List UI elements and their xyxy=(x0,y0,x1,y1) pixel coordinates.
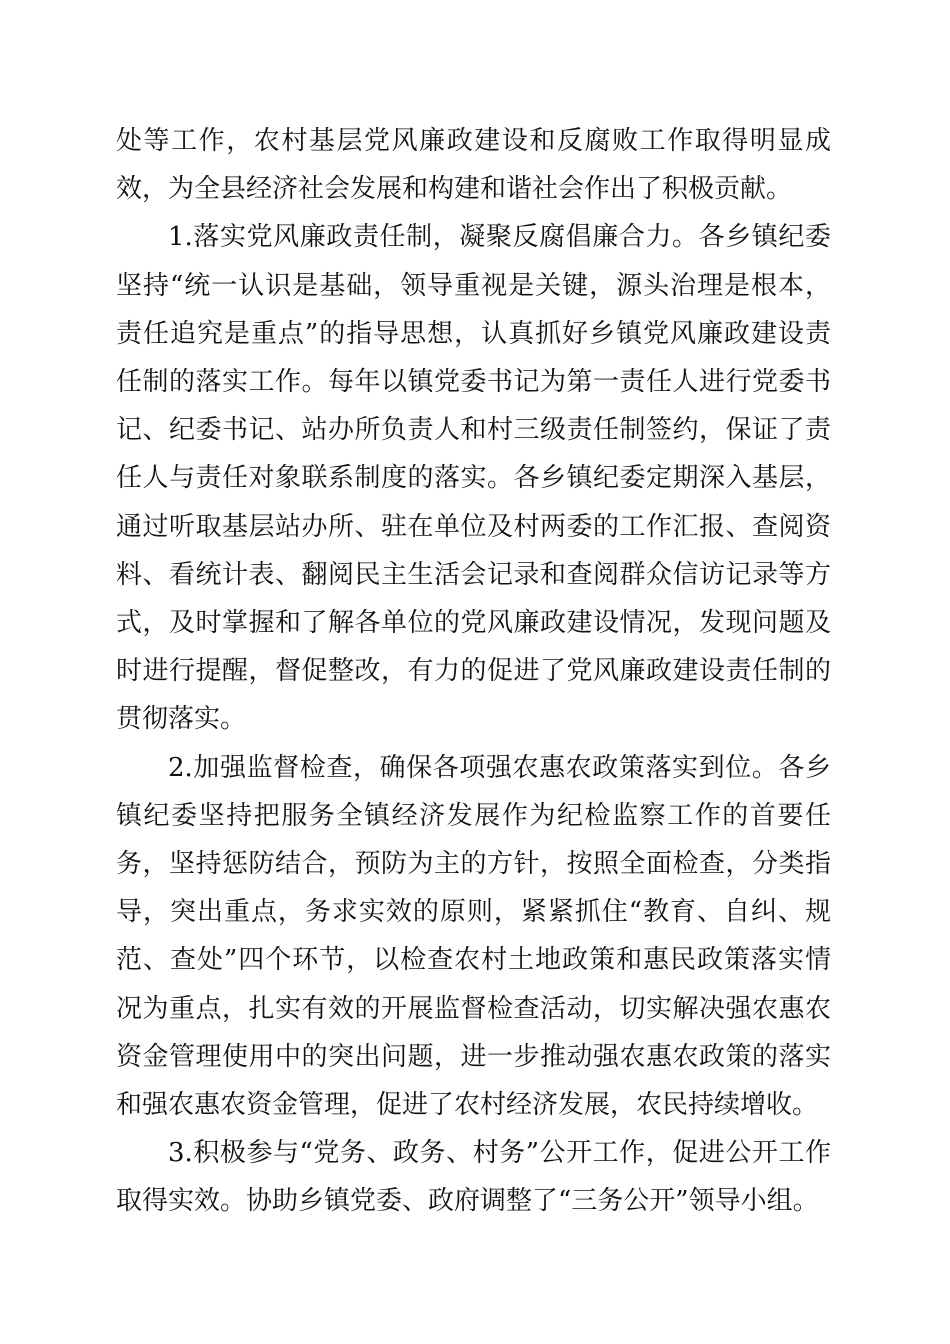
paragraph-item-1: 1.落实党风廉政责任制，凝聚反腐倡廉合力。各乡镇纪委坚持“统一认识是基础，领导重视是关键，源头治理是根本，责任追究是重点”的指导思想，认真抓好乡镇党风廉政建设责任制的落实工作。每年以镇党委书记为第一责任人进行党委书记、纪委书记、站办所负责人和村三级责任制签约，保证了责任人与责任对象联系制度的落实。各乡镇纪委定期深入基层，通过听取基层站办所、驻在单位及村两委的工作汇报、查阅资料、看统计表、翻阅民主生活会记录和查阅群众信访记录等方式，及时掌握和了解各单位的党风廉政建设情况，发现问题及时进行提醒，督促整改，有力的促进了党风廉政建设责任制的贯彻落实。 xyxy=(116,222,831,735)
paragraph-continuation: 处等工作，农村基层党风廉政建设和反腐败工作取得明显成效，为全县经济社会发展和构建和谐社会作出了积极贡献。 xyxy=(116,126,831,205)
document-body xyxy=(116,117,831,1226)
paragraph-item-2: 2.加强监督检查，确保各项强农惠农政策落实到位。各乡镇纪委坚持把服务全镇经济发展作为纪检监察工作的首要任务，坚持惩防结合，预防为主的方针，按照全面检查，分类指导，突出重点，务求实效的原则，紧紧抓住“教育、自纠、规范、查处”四个环节，以检查农村土地政策和惠民政策落实情况为重点，扎实有效的开展监督检查活动，切实解决强农惠农资金管理使用中的突出问题，进一步推动强农惠农政策的落实和强农惠农资金管理，促进了农村经济发展，农民持续增收。 xyxy=(116,752,831,1121)
paragraph-item-3: 3.积极参与“党务、政务、村务”公开工作，促进公开工作取得实效。协助乡镇党委、政府调整了“三务公开”领导小组。 xyxy=(116,1138,831,1217)
